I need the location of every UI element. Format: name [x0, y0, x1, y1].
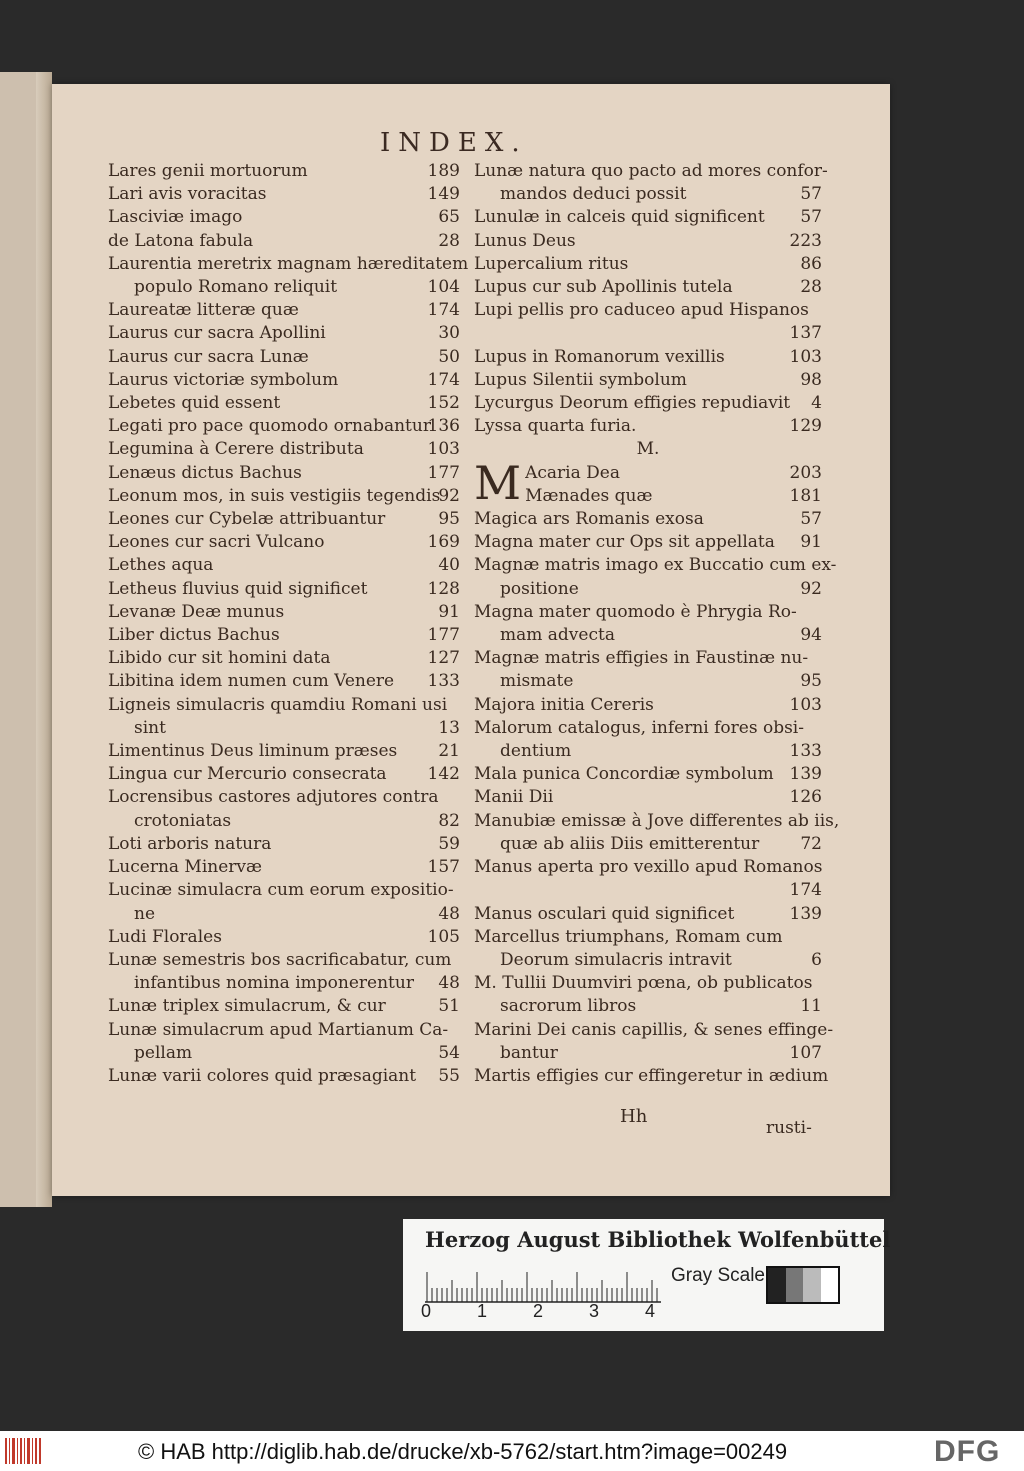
index-column-right — [474, 160, 840, 1088]
entry-text: Laurus cur sacra Apollini — [108, 323, 326, 344]
color-calibration-card — [403, 1219, 891, 1331]
copyright-url[interactable]: © HAB http://diglib.hab.de/drucke/xb-5762/start.htm?image=00249 — [138, 1439, 788, 1464]
entry-text-continued: infantibus nomina imponerentur — [134, 973, 414, 994]
library-name: Herzog August Bibliothek Wolfenbüttel — [425, 1227, 891, 1252]
entry-text: Lunæ natura quo pacto ad mores confor- — [474, 161, 828, 181]
entry-text-continued: mam advecta — [500, 625, 615, 646]
index-entry — [474, 717, 822, 763]
index-entry — [474, 694, 822, 717]
index-entry — [474, 856, 822, 902]
entry-text: Lupi pellis pro caduceo apud Hispanos — [474, 300, 809, 321]
index-entry — [474, 903, 822, 926]
page-number: 128 — [427, 578, 460, 599]
page-number: 223 — [789, 230, 822, 251]
index-entry — [474, 554, 837, 600]
index-entry — [108, 624, 460, 647]
index-entry — [108, 415, 460, 438]
grayscale-swatch — [766, 1266, 840, 1304]
page-number: 86 — [800, 253, 822, 274]
page-number: 30 — [438, 323, 460, 344]
entry-text: Legati pro pace quomodo ornabantur — [108, 416, 431, 437]
index-entry — [108, 694, 460, 740]
entry-text: Leones cur Cybelæ attribuantur — [108, 509, 386, 530]
entry-text: Lunæ triplex simulacrum, & cur — [108, 996, 386, 1017]
index-entry — [108, 856, 460, 879]
index-entry — [474, 160, 828, 206]
index-entry — [108, 554, 460, 577]
entry-text: Lethes aqua — [108, 555, 214, 576]
entry-text: Magnæ matris imago ex Buccatio cum ex- — [474, 555, 837, 576]
entry-text: Marini Dei canis capillis, & senes effinge- — [474, 1019, 834, 1040]
signature-mark: Hh — [620, 1106, 648, 1127]
entry-text: Lunæ semestris bos sacrificabatur, cum — [108, 949, 452, 970]
index-entry — [474, 462, 822, 485]
footer-bar — [0, 1431, 1024, 1471]
entry-text: Lucerna Minervæ — [108, 857, 262, 878]
page-number: 28 — [800, 277, 822, 298]
index-entry — [108, 438, 460, 461]
catchword: rusti- — [766, 1118, 812, 1138]
index-entry — [474, 299, 822, 345]
entry-text: Lasciviæ imago — [108, 207, 243, 228]
entry-text: Lucinæ simulacra cum eorum expositio- — [108, 880, 454, 901]
entry-text: Magica ars Romanis exosa — [474, 509, 704, 530]
page-number: 181 — [789, 485, 822, 506]
index-entry — [108, 833, 460, 856]
entry-text: Libitina idem numen cum Venere — [108, 671, 395, 692]
page-number: 137 — [789, 323, 822, 344]
entry-text: Lupus cur sub Apollinis tutela — [474, 277, 733, 298]
index-entry — [108, 670, 460, 693]
index-entry — [474, 392, 822, 415]
index-entry — [108, 206, 460, 229]
page-number: 152 — [427, 393, 460, 414]
barcode-icon — [4, 1434, 44, 1468]
entry-text: Loti arboris natura — [108, 833, 272, 854]
entry-text: M. Tullii Duumviri pœna, ob publicatos — [474, 973, 813, 994]
entry-text-continued: ne — [134, 903, 156, 924]
entry-text: Ludi Florales — [108, 926, 222, 947]
index-column-left — [108, 160, 469, 1088]
entry-text: Laurus cur sacra Lunæ — [108, 346, 309, 367]
entry-text: Liber dictus Bachus — [108, 625, 280, 646]
entry-text-continued: populo Romano reliquit — [134, 277, 338, 298]
page-number: 40 — [438, 555, 460, 576]
index-entry — [108, 531, 460, 554]
page-number: 48 — [438, 903, 460, 924]
entry-text: Laurentia meretrix magnam hæreditatem — [108, 253, 469, 274]
entry-text: Majora initia Cereris — [474, 694, 654, 715]
page-number: 127 — [427, 648, 460, 669]
index-entry — [108, 763, 460, 786]
index-entry — [474, 763, 822, 786]
entry-text-continued: sacrorum libros — [500, 996, 637, 1017]
page-number: 174 — [427, 300, 460, 321]
entry-text: Magna mater cur Ops sit appellata — [474, 532, 775, 553]
page-number: 21 — [438, 741, 460, 762]
page-number: 51 — [438, 996, 460, 1017]
scale-number: 4 — [645, 1301, 656, 1321]
entry-text: Magna mater quomodo è Phrygia Ro- — [474, 601, 797, 622]
index-entry — [108, 253, 469, 299]
entry-text: Levanæ Deæ munus — [108, 601, 285, 622]
ruler-icon — [425, 1265, 661, 1303]
index-entry — [108, 995, 460, 1018]
entry-text: Mala punica Concordiæ symbolum — [474, 764, 774, 785]
page-number: 13 — [438, 717, 460, 738]
page-number: 95 — [438, 509, 460, 530]
page-number: 98 — [800, 369, 822, 390]
page-number: 54 — [438, 1042, 460, 1063]
index-entry — [474, 926, 822, 972]
entry-text: Lunus Deus — [474, 230, 576, 251]
drop-cap: M — [474, 455, 522, 510]
entry-text: Magnæ matris effigies in Faustinæ nu- — [474, 648, 809, 669]
index-entry — [474, 346, 822, 369]
entry-text: Manubiæ emissæ à Jove differentes ab iis, — [474, 810, 840, 831]
scale-number: 2 — [533, 1301, 544, 1321]
page-number: 133 — [789, 741, 822, 762]
index-entry — [474, 786, 822, 809]
entry-text: Locrensibus castores adjutores contra — [108, 787, 439, 808]
index-entry — [474, 1065, 829, 1088]
entry-text: Lunæ simulacrum apud Martianum Ca- — [108, 1019, 449, 1040]
entry-text: Libido cur sit homini data — [108, 648, 331, 669]
page-number: 91 — [438, 601, 460, 622]
page-number: 104 — [427, 277, 460, 298]
entry-text: Lares genii mortuorum — [108, 161, 308, 181]
entry-text: Legumina à Cerere distributa — [108, 439, 364, 460]
index-entry — [108, 879, 460, 925]
index-entry — [108, 508, 460, 531]
page-number: 126 — [789, 787, 822, 808]
entry-text-continued: positione — [500, 578, 579, 599]
page-number: 6 — [811, 949, 822, 970]
page-number: 92 — [438, 485, 460, 506]
entry-text-continued: Deorum simulacris intravit — [500, 949, 732, 970]
entry-text: Manus osculari quid significet — [474, 903, 735, 924]
index-entry — [474, 1019, 834, 1065]
page-number: 203 — [789, 462, 822, 483]
page-number: 103 — [789, 694, 822, 715]
index-entry — [108, 485, 460, 508]
entry-text: Leonum mos, in suis vestigiis tegendis — [108, 485, 441, 506]
page-number: 136 — [427, 416, 460, 437]
index-entry — [108, 601, 460, 624]
page-number: 103 — [427, 439, 460, 460]
page-number: 4 — [811, 393, 822, 414]
entry-text: Lyssa quarta furia. — [474, 416, 637, 437]
entry-text: Martis effigies cur effingeretur in ædium — [474, 1065, 829, 1086]
page-number: 129 — [789, 416, 822, 437]
page-number: 105 — [427, 926, 460, 947]
page-number: 57 — [800, 184, 822, 205]
entry-text: Limentinus Deus liminum præses — [108, 741, 398, 762]
entry-text: Laureatæ litteræ quæ — [108, 300, 299, 321]
section-m-start — [474, 455, 822, 510]
entry-text: Lari avis voracitas — [108, 184, 267, 205]
entry-text-continued: pellam — [134, 1042, 193, 1063]
index-entry — [474, 206, 822, 229]
page-number: 95 — [800, 671, 822, 692]
entry-text: Lenæus dictus Bachus — [108, 462, 302, 483]
index-entry — [108, 949, 460, 995]
page-number: 139 — [789, 764, 822, 785]
index-entry — [108, 230, 460, 253]
index-entry — [474, 972, 822, 1018]
index-entry — [474, 647, 822, 693]
page-number: 133 — [427, 671, 460, 692]
page-number: 72 — [800, 833, 822, 854]
entry-text: Lunæ varii colores quid præsagiant — [108, 1065, 417, 1086]
index-entry — [108, 299, 460, 322]
page-number: 94 — [800, 625, 822, 646]
page-number: 59 — [438, 833, 460, 854]
page-number: 174 — [789, 880, 822, 901]
index-entry — [108, 346, 460, 369]
index-entry — [474, 485, 822, 508]
page-number: 28 — [438, 230, 460, 251]
index-entry — [108, 926, 460, 949]
index-entry — [474, 276, 822, 299]
entry-text: Letheus fluvius quid significet — [108, 578, 368, 599]
page-number: 92 — [800, 578, 822, 599]
page-number: 157 — [427, 857, 460, 878]
entry-text: Manii Dii — [474, 787, 554, 808]
entry-text: Lebetes quid essent — [108, 393, 281, 414]
entry-text-continued: mismate — [500, 671, 574, 692]
index-entry — [108, 1019, 460, 1065]
entry-text: Mænades quæ — [525, 485, 653, 506]
index-entry — [474, 810, 840, 856]
entry-text-continued: sint — [134, 717, 166, 738]
entry-text: Lunulæ in calceis quid significent — [474, 207, 765, 228]
entry-text: Lupus in Romanorum vexillis — [474, 346, 725, 367]
page-number: 48 — [438, 973, 460, 994]
page-header: INDEX. — [380, 128, 528, 158]
entry-text: Manus aperta pro vexillo apud Romanos — [474, 857, 823, 878]
page-number: 11 — [800, 996, 822, 1017]
entry-text-continued: quæ ab aliis Diis emitterentur — [500, 833, 760, 854]
index-entry — [108, 647, 460, 670]
entry-text: de Latona fabula — [108, 230, 254, 251]
page-number: 174 — [427, 369, 460, 390]
entry-text-continued: bantur — [500, 1042, 558, 1063]
scale-number: 0 — [421, 1301, 432, 1321]
page-number: 169 — [427, 532, 460, 553]
index-entry — [474, 415, 822, 438]
page-number: 55 — [438, 1065, 460, 1086]
index-entry — [108, 786, 460, 832]
entry-text: Lupercalium ritus — [474, 253, 629, 274]
entry-text: Malorum catalogus, inferni fores obsi- — [474, 717, 804, 738]
entry-text: Ligneis simulacris quamdiu Romani usi — [108, 694, 448, 715]
index-entry — [108, 740, 460, 763]
dfg-logo: DFG — [934, 1435, 1001, 1468]
index-entry — [108, 369, 460, 392]
index-entry — [474, 369, 822, 392]
scale-number: 3 — [589, 1301, 600, 1321]
entry-text-continued: dentium — [500, 741, 572, 762]
entry-text: Lingua cur Mercurio consecrata — [108, 764, 387, 785]
entry-text: Acaria Dea — [525, 462, 620, 483]
page-number: 57 — [800, 509, 822, 530]
index-entry — [108, 160, 460, 183]
index-entry — [474, 230, 822, 253]
page-number: 82 — [438, 810, 460, 831]
index-entry — [474, 253, 822, 276]
index-entry — [108, 578, 460, 601]
page-number: 177 — [427, 625, 460, 646]
page-number: 57 — [800, 207, 822, 228]
page-number: 91 — [800, 532, 822, 553]
page-number: 177 — [427, 462, 460, 483]
page-number: 107 — [789, 1042, 822, 1063]
index-entry — [108, 392, 460, 415]
page-number: 50 — [438, 346, 460, 367]
entry-text-continued: mandos deduci possit — [500, 184, 687, 205]
entry-text: Marcellus triumphans, Romam cum — [474, 926, 783, 947]
section-heading: M. — [636, 439, 660, 460]
page-number: 65 — [438, 207, 460, 228]
index-entry — [108, 462, 460, 485]
page-number: 149 — [427, 184, 460, 205]
page-number: 103 — [789, 346, 822, 367]
index-entry — [108, 1065, 460, 1088]
page-number: 142 — [427, 764, 460, 785]
entry-text-continued: crotoniatas — [134, 810, 232, 831]
scale-number: 1 — [477, 1301, 488, 1321]
page-number: 189 — [427, 161, 460, 181]
book-fold-shadow — [36, 72, 52, 1207]
entry-text: Lycurgus Deorum effigies repudiavit — [474, 393, 791, 414]
index-entry — [474, 531, 822, 554]
page-number: 139 — [789, 903, 822, 924]
entry-text: Laurus victoriæ symbolum — [108, 369, 339, 390]
grayscale-label: Gray Scale — [671, 1265, 765, 1286]
index-entry — [474, 508, 822, 531]
index-entry — [108, 183, 460, 206]
entry-text: Lupus Silentii symbolum — [474, 369, 687, 390]
index-entry — [474, 601, 822, 647]
entry-text: Leones cur sacri Vulcano — [108, 532, 325, 553]
index-entry — [108, 322, 460, 345]
